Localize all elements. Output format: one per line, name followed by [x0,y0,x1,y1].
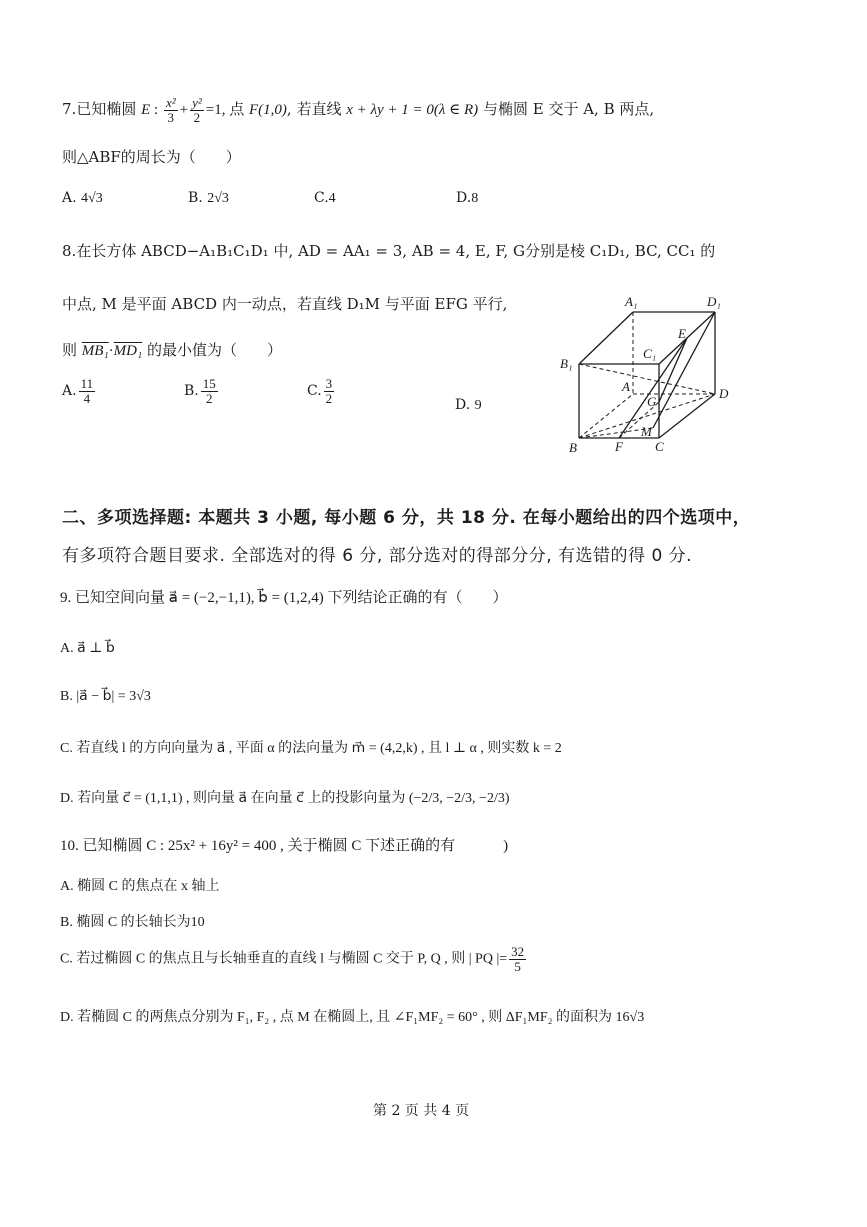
q7-line2: 则△ABF的周长为（ ） [62,148,241,166]
q8-vector-md1: MD₁ [113,343,143,359]
label-m: M [641,424,652,439]
q7-line1: 7.已知椭圆 E : $\frac{\text{x²}}{3}$ + $\frac{\text{y²}}{2}$ =1, 点 F(1,0), 若直线 x + λy + 1 = 0(λ ∈ R) 与椭圆 E 交于 A, B 两点, [62,95,655,125]
q7-option-a: A. 4√3 [62,190,103,206]
q8-vector-mb1: MB₁ [81,343,109,359]
page-footer: 第 2 页 共 4 页 [373,1103,470,1119]
q9-option-b: B. |a⃗ − b⃗| = 3√3 [60,689,151,704]
q9-option-c: C. 若直线 l 的方向向量为 a⃗ , 平面 α 的法向量为 m⃗ = (4,2,k) , 且 l ⊥ α , 则实数 k = 2 [60,741,562,756]
q7-option-c: C.4 [314,190,336,206]
label-b1: B₁ [560,356,573,371]
q8-option-c: C. $\frac{3}{2}$ [307,376,333,406]
q7-prefix: 已知椭圆 [76,100,137,119]
q7-point: F(1,0) [249,102,287,119]
q9-option-d: D. 若向量 c⃗ = (1,1,1) , 则向量 a⃗ 在向量 c⃗ 上的投影向量为 (−2/3, −2/3, −2/3) [60,791,510,806]
label-d1: D₁ [707,294,721,309]
q7-line-eq: x + λy + 1 = 0(λ ∈ R) [346,102,479,119]
label-a1: A₁ [625,294,638,309]
label-c: C [655,439,664,454]
label-b: B [569,440,577,455]
q10-option-b: B. 椭圆 C 的长轴长为10 [60,915,205,930]
q8-option-b: B. $\frac{15}{2}$ [184,376,216,406]
q7-suffix: 与椭圆 E 交于 A, B 两点, [482,100,655,119]
q10-option-c: C. 若过椭圆 C 的焦点且与长轴垂直的直线 l 与椭圆 C 交于 P, Q , 则 | PQ |= $\frac{32}{5}$ [60,944,525,974]
q10-option-a: A. 椭圆 C 的焦点在 x 轴上 [60,879,220,894]
q8-line1: 8.在长方体 ABCD−A₁B₁C₁D₁ 中, AD = AA₁ = 3, AB = 4, E, F, G分别是棱 C₁D₁, BC, CC₁ 的 [62,242,716,260]
label-a: A [622,379,630,394]
label-c1: C₁ [643,346,657,361]
section2-instructions: 有多项符合题目要求. 全部选对的得 6 分, 部分选对的得部分分, 有选错的得 0 分. [62,546,693,566]
q7-frac-y: $\frac{\text{y²}}{2}$ [192,95,202,125]
q7-option-d: D.8 [456,190,479,206]
label-f: F [615,439,623,454]
section2-heading: 二、多项选择题: 本题共 3 小题, 每小题 6 分，共 18 分. 在每小题给出的四个选项中， [62,508,751,528]
q10-stem: 10. 已知椭圆 C : 25x² + 16y² = 400 , 关于椭圆 C 下述正确的有 ) [60,838,509,854]
q8-line3: 则 MB₁·MD₁ 的最小值为（ ） [62,341,283,359]
q8-option-d: D. 9 [455,397,482,413]
label-g: G [647,394,657,409]
q7-option-b: B. 2√3 [188,190,229,206]
q7-frac-x: $\frac{\text{x²}}{3}$ [165,95,176,125]
label-e: E [678,326,686,341]
cuboid-figure [555,288,745,460]
q7-eq-rhs: =1, 点 [205,102,245,119]
q10-option-d: D. 若椭圆 C 的两焦点分别为 F₁, F₂ , 点 M 在椭圆上, 且 ∠F₁MF₂ = 60° , 则 ΔF₁MF₂ 的面积为 16√3 [60,1010,645,1025]
q9-option-a: A. a⃗ ⊥ b⃗ [60,641,115,656]
q7-number: 7. [62,100,77,119]
q7-ellipse-name: E [141,102,151,119]
q7-mid: , 若直线 [286,100,342,119]
q8-option-a: A. $\frac{11}{4}$ [62,376,94,406]
q8-line2: 中点, M 是平面 ABCD 内一动点，若直线 D₁M 与平面 EFG 平行, [62,295,508,313]
label-d: D [719,386,729,401]
q9-stem: 9. 已知空间向量 a⃗ = (−2,−1,1), b⃗ = (1,2,4) 下列结论正确的有（ ） [60,590,508,606]
